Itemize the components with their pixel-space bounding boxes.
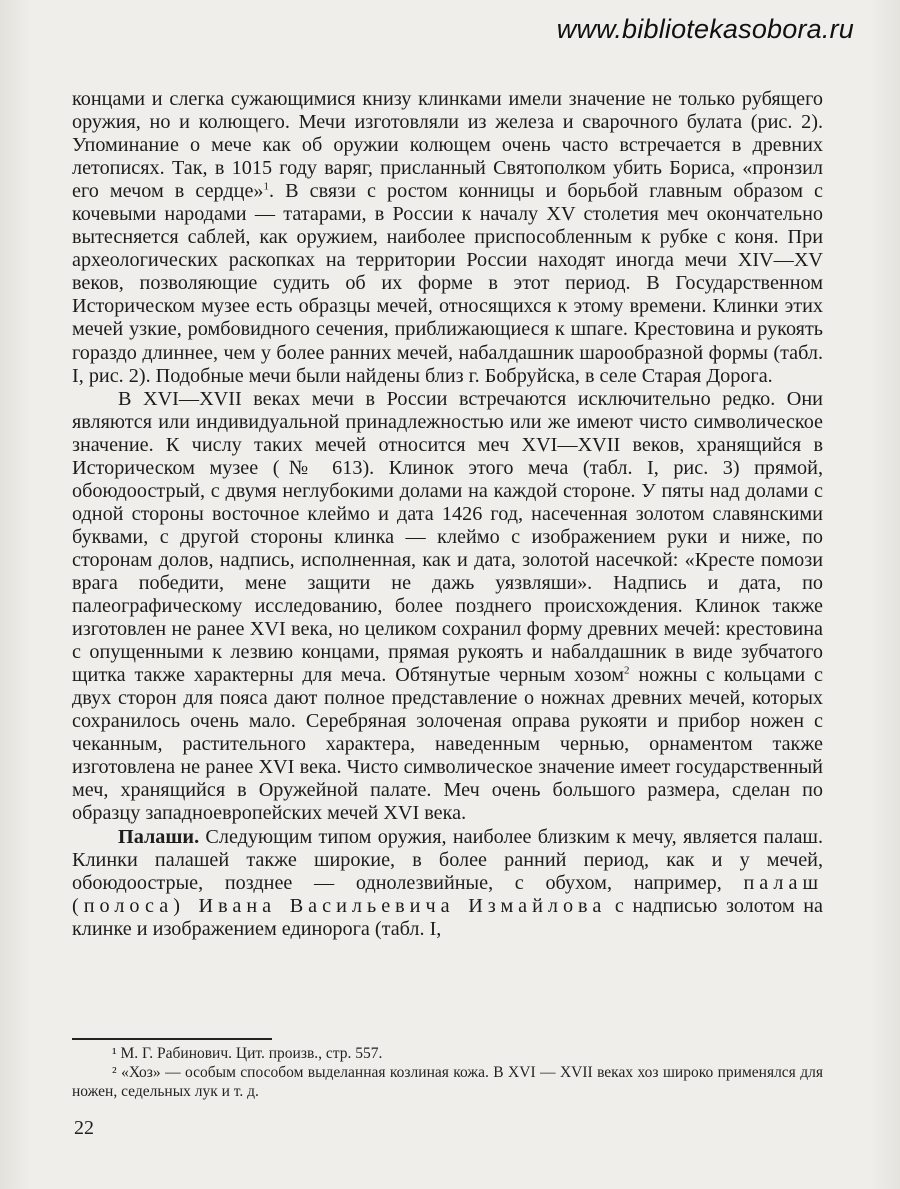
site-watermark: www.bibliotekasobora.ru <box>556 14 854 44</box>
paragraph-3-end: с надписью золотом на клинке и изображением единорога (табл. I, <box>72 894 823 940</box>
paragraph-3-spaced: палаш (полоса) Ивана Васильевича Измайлова <box>72 871 823 917</box>
footnote-divider <box>72 1038 272 1040</box>
paragraph-3 <box>72 826 823 941</box>
paragraph-2-rest: ножны с кольцами с двух сторон для пояса дают полное представление о ножнах древних мечей, которых сохранилось очень мало. Серебряная золоченая оправа рукояти и прибор ножен с чеканным, растительного характера, наведенным чернью, орнаментом также изготовлена не ранее XVI века. Чисто символическое значение имеет государственный меч, хранящийся в Оружейной палате. Меч очень большого размера, сделан по образцу западноевропейских мечей XVI века. <box>72 664 823 825</box>
section-term: Палаши. <box>118 825 200 848</box>
footnote-2: ² «Хоз» — особым способом выделанная козлиная кожа. В XVI — XVII веках хоз широко применялся для ножен, седельных лук и т. д. <box>72 1064 823 1100</box>
paragraph-1 <box>72 88 823 388</box>
footnotes <box>72 1044 823 1101</box>
page-number: 22 <box>74 1117 94 1139</box>
footnote-ref-1: 1 <box>263 180 270 193</box>
paragraph-2 <box>72 388 823 826</box>
footnote-ref-2: 2 <box>624 664 630 677</box>
paragraph-1-rest: . В связи с ростом конницы и борьбой главным образом с кочевыми народами — татарами, в России к началу XV столетия меч окончательно вытесняется саблей, как оружием, наиболее приспособленным к рубке с коня. При археологических раскопках на территории России находят иногда мечи XIV—XV веков, позволяющие судить об их форме в этот период. В Государственном Историческом музее есть образцы мечей, относящихся к этому времени. Клинки этих мечей узкие, ромбовидного сечения, приближающиеся к шпаге. Крестовина и рукоять гораздо длиннее, чем у более ранних мечей, набалдашник шарообразной формы (табл. I, рис. 2). Подобные мечи были найдены близ г. Бобруйска, в селе Старая Дорога. <box>72 180 823 387</box>
paragraph-1-text: концами и слегка сужающимися книзу клинками имели значение не только рубящего оружия, но и колющего. Мечи изготовляли из железа и сварочного булата (рис. 2). Упоминание о мече как об оружии колющем очень часто встречается в древних летописях. Так, в 1015 году варяг, присланный Святополком убить Бориса, «пронзил его мечом в сердце» <box>72 88 823 203</box>
paragraph-2-text: В XVI—XVII веках мечи в России встречаются исключительно редко. Они являются или индивидуальной принадлежностью или же имеют чисто символическое значение. К числу таких мечей относится меч XVI—XVII веков, хранящийся в Историческом музее (№ 613). Клинок этого меча (табл. I, рис. 3) прямой, обоюдоострый, с двумя неглубокими долами на каждой стороне. У пяты над долами с одной стороны восточное клеймо и дата 1426 год, насеченная золотом славянскими буквами, с другой стороны клинка — клеймо с изображением руки и ниже, по сторонам долов, надпись, исполненная, как и дата, золотой насечкой: «Кресте помози врага победити, мене защити не дажь уязвляши». Надпись и дата, по палеографическому исследованию, более позднего происхождения. Клинок также изготовлен не ранее XVI века, но целиком сохранил форму древних мечей: крестовина с опущенными к лезвию концами, прямая рукоять и набалдашник в виде зубчатого щитка также характерны для меча. Обтянутые черным хозом <box>72 387 823 687</box>
body-text <box>72 88 823 941</box>
footnote-1: ¹ М. Г. Рабинович. Цит. произв., стр. 557. <box>112 1045 383 1062</box>
paragraph-3-text: Следующим типом оружия, наиболее близким к мечу, является палаш. Клинки палашей также широкие, в более ранний период, как и у мечей, обоюдоострые, позднее — однолезвийные, с обухом, например, <box>72 825 823 894</box>
